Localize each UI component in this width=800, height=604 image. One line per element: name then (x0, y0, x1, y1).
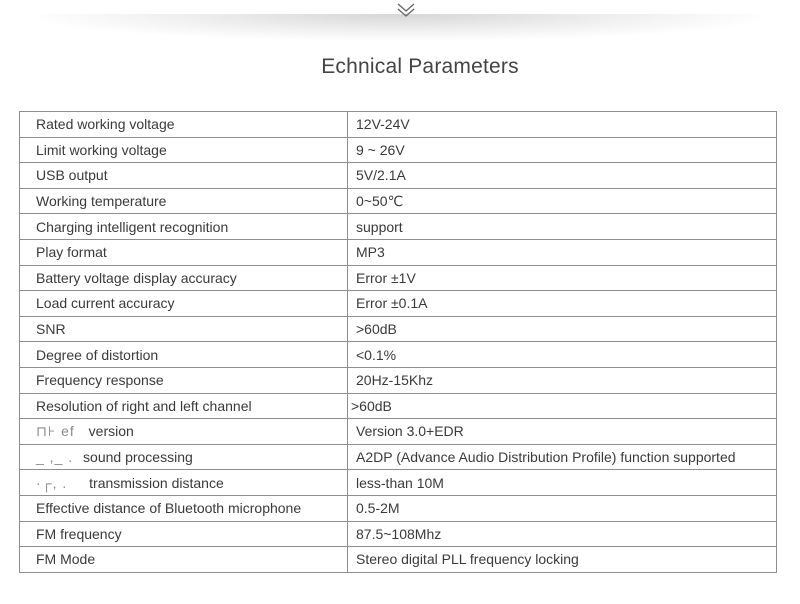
param-name-cell (20, 444, 348, 470)
param-name: transmission distance (89, 474, 224, 491)
table-row (20, 547, 777, 573)
param-value: 5V/2.1A (348, 163, 777, 189)
param-name: Load current accuracy (20, 291, 348, 317)
param-name: SNR (20, 316, 348, 342)
param-name-obscured: ⊓⊦ ef (36, 423, 75, 440)
table-row (20, 316, 777, 342)
param-value: >60dB (348, 393, 777, 419)
parameters-table (19, 111, 777, 573)
param-value: A2DP (Advance Audio Distribution Profile) function supported (348, 444, 777, 470)
param-name-obscured: _ ,_ . (36, 449, 74, 466)
table-row (20, 419, 777, 445)
param-value: support (348, 214, 777, 240)
table-row (20, 521, 777, 547)
param-name-cell (20, 419, 348, 445)
param-name: Charging intelligent recognition (20, 214, 348, 240)
param-name: Effective distance of Bluetooth microphone (20, 495, 348, 521)
table-row (20, 495, 777, 521)
param-name: Play format (20, 239, 348, 265)
param-value: Version 3.0+EDR (348, 419, 777, 445)
param-name: Limit working voltage (20, 137, 348, 163)
table-row (20, 188, 777, 214)
param-name: sound processing (83, 449, 193, 466)
page-title: Echnical Parameters (321, 55, 519, 78)
param-value: 12V-24V (348, 112, 777, 138)
table-row (20, 470, 777, 496)
table-row (20, 112, 777, 138)
param-value: less-than 10M (348, 470, 777, 496)
table-row (20, 444, 777, 470)
param-value: 9 ~ 26V (348, 137, 777, 163)
param-value: Error ±1V (348, 265, 777, 291)
param-value: 20Hz-15Khz (348, 367, 777, 393)
param-name: Battery voltage display accuracy (20, 265, 348, 291)
table-row (20, 163, 777, 189)
param-value: <0.1% (348, 342, 777, 368)
table-row (20, 367, 777, 393)
param-value: 0.5-2M (348, 495, 777, 521)
param-name-cell (20, 470, 348, 496)
table-row (20, 393, 777, 419)
param-value: 0~50℃ (348, 188, 777, 214)
param-name: Resolution of right and left channel (20, 393, 348, 419)
param-name: FM frequency (20, 521, 348, 547)
table-row (20, 137, 777, 163)
param-value: Stereo digital PLL frequency locking (348, 547, 777, 573)
param-name: USB output (20, 163, 348, 189)
param-value: MP3 (348, 239, 777, 265)
table-row (20, 214, 777, 240)
param-value: >60dB (348, 316, 777, 342)
param-name-obscured: ·┌, . (36, 474, 68, 491)
table-row (20, 239, 777, 265)
table-row (20, 342, 777, 368)
param-name: Working temperature (20, 188, 348, 214)
param-name: Frequency response (20, 367, 348, 393)
param-name: version (88, 423, 134, 440)
table-row (20, 265, 777, 291)
table-row (20, 291, 777, 317)
param-value: 87.5~108Mhz (348, 521, 777, 547)
param-value: Error ±0.1A (348, 291, 777, 317)
param-name: Degree of distortion (20, 342, 348, 368)
param-name: FM Mode (20, 547, 348, 573)
param-name: Rated working voltage (20, 112, 348, 138)
chevron-down-icon[interactable] (393, 0, 419, 20)
